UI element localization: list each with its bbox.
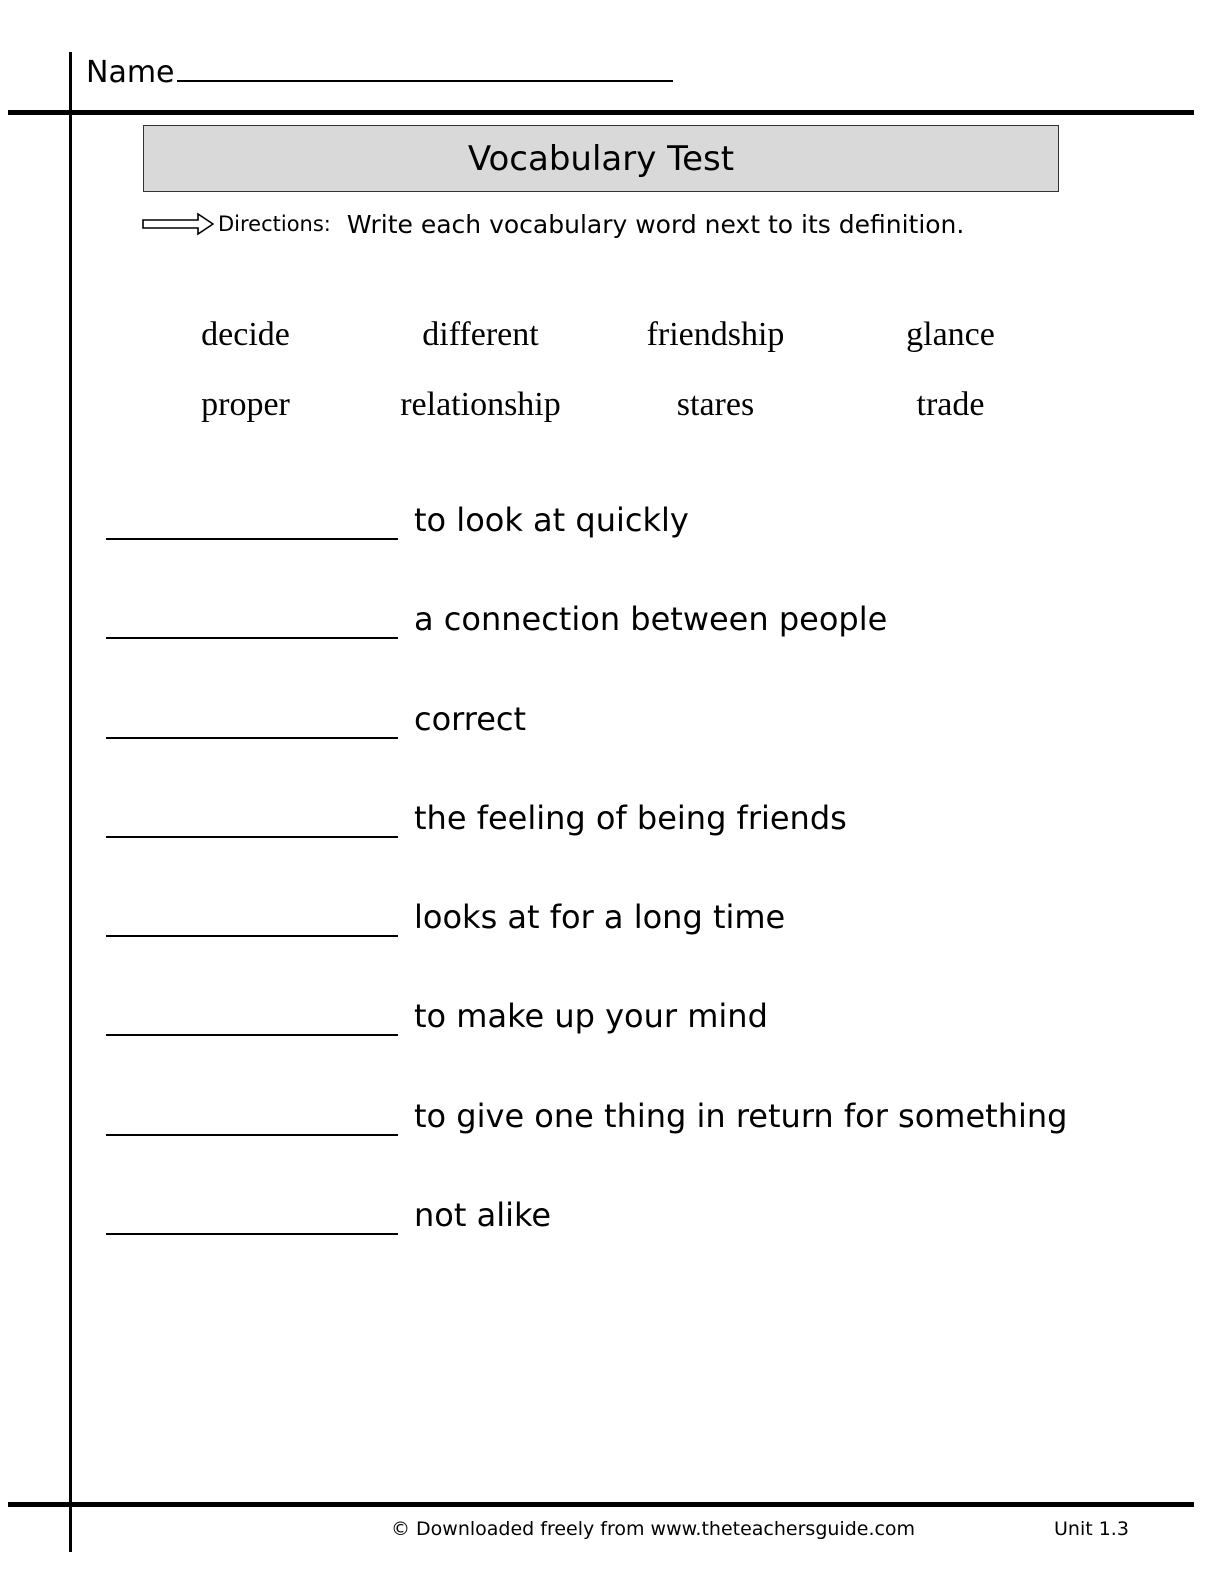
definition-text: a connection between people	[414, 600, 888, 639]
definition-item	[106, 595, 1186, 694]
name-blank[interactable]	[177, 52, 673, 82]
answer-blank[interactable]	[106, 893, 398, 937]
unit-label: Unit 1.3	[1054, 1518, 1129, 1540]
directions-text: Write each vocabulary word next to its definition.	[346, 209, 965, 239]
directions-label: Directions:	[218, 212, 331, 236]
footer-rule	[8, 1502, 1194, 1507]
answer-blank[interactable]	[106, 1191, 398, 1235]
definition-item	[106, 1092, 1186, 1191]
definition-text: looks at for a long time	[414, 898, 786, 937]
word-bank-item: friendship	[646, 316, 785, 353]
definition-item	[106, 893, 1186, 992]
name-row	[86, 52, 673, 93]
answer-blank[interactable]	[106, 595, 398, 639]
footer-credit: © Downloaded freely from www.theteachersguide.com	[391, 1518, 916, 1540]
word-bank-item: glance	[906, 316, 995, 353]
definition-item	[106, 794, 1186, 893]
definition-text: to make up your mind	[414, 997, 768, 1036]
definition-item	[106, 496, 1186, 595]
directions	[142, 204, 964, 244]
answer-blank[interactable]	[106, 496, 398, 540]
page-title: Vocabulary Test	[467, 138, 735, 179]
definition-item	[106, 1191, 1186, 1290]
answer-blank[interactable]	[106, 992, 398, 1036]
word-bank-item: proper	[201, 386, 290, 423]
name-label: Name	[86, 55, 175, 90]
definition-text: not alike	[414, 1196, 552, 1235]
left-margin-line	[69, 52, 72, 1552]
word-bank-item: different	[422, 316, 539, 353]
word-bank-item: stares	[676, 386, 755, 423]
header-rule	[8, 110, 1194, 115]
word-bank-item: trade	[916, 386, 985, 423]
answer-blank[interactable]	[106, 1092, 398, 1136]
definition-item	[106, 992, 1186, 1091]
title-box	[143, 125, 1059, 192]
definition-list	[106, 496, 1186, 1290]
answer-blank[interactable]	[106, 695, 398, 739]
arrow-right-icon	[142, 211, 214, 237]
definition-text: to look at quickly	[414, 501, 689, 539]
word-bank-item: relationship	[400, 386, 561, 423]
definition-text: the feeling of being friends	[414, 798, 847, 837]
answer-blank[interactable]	[106, 794, 398, 838]
word-bank-item: decide	[201, 316, 290, 353]
definition-text: to give one thing in return for something	[414, 1096, 1068, 1135]
definition-text: correct	[414, 699, 527, 738]
definition-item	[106, 695, 1186, 794]
word-bank	[128, 312, 1068, 428]
